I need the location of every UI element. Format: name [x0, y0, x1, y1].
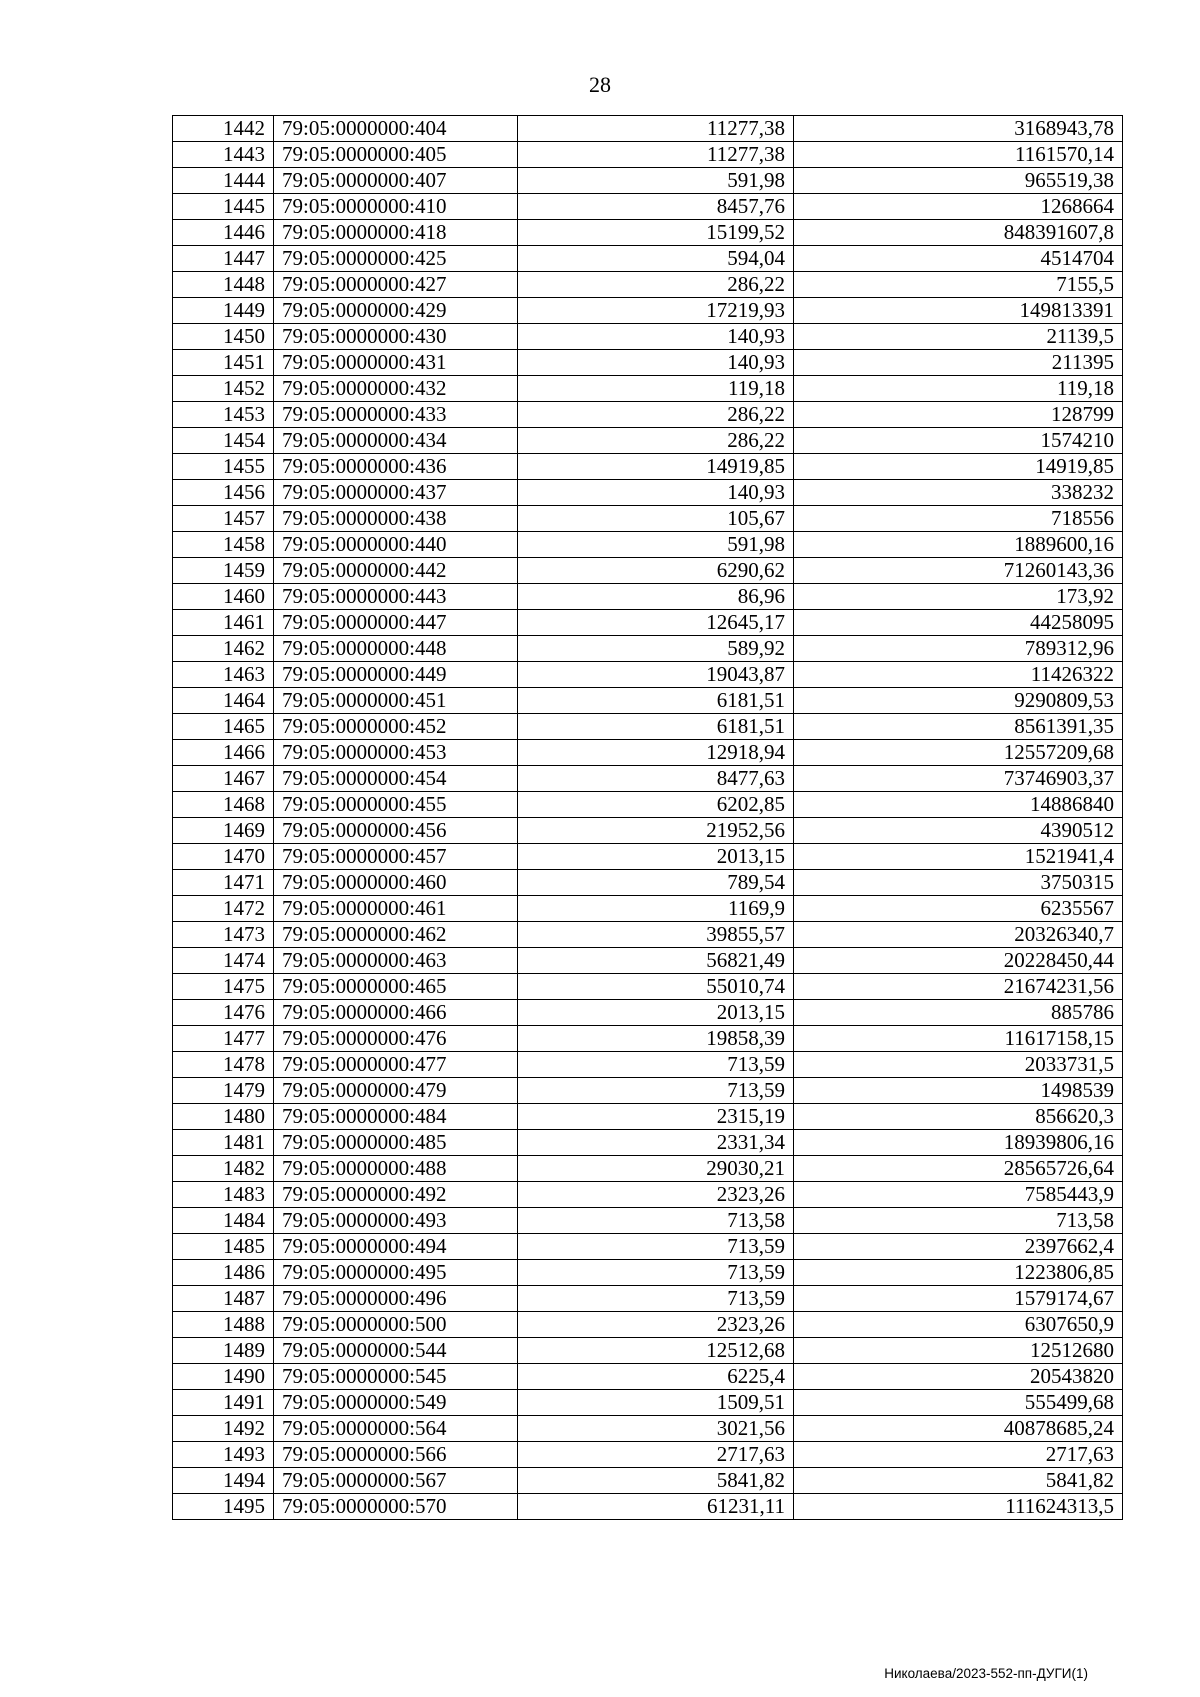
value-cell: 73746903,37: [794, 766, 1123, 792]
row-number-cell: 1457: [173, 506, 274, 532]
table-row: [173, 220, 1123, 246]
area-cell: 6290,62: [518, 558, 794, 584]
row-number-cell: 1471: [173, 870, 274, 896]
area-cell: 6225,4: [518, 1364, 794, 1390]
row-number-cell: 1477: [173, 1026, 274, 1052]
table-row: [173, 792, 1123, 818]
area-cell: 119,18: [518, 376, 794, 402]
row-number-cell: 1448: [173, 272, 274, 298]
table-row: [173, 194, 1123, 220]
value-cell: 4390512: [794, 818, 1123, 844]
area-cell: 21952,56: [518, 818, 794, 844]
area-cell: 1509,51: [518, 1390, 794, 1416]
value-cell: 7585443,9: [794, 1182, 1123, 1208]
area-cell: 11277,38: [518, 116, 794, 142]
value-cell: 6235567: [794, 896, 1123, 922]
area-cell: 56821,49: [518, 948, 794, 974]
cadastral-number-cell: 79:05:0000000:545: [274, 1364, 518, 1390]
value-cell: 14886840: [794, 792, 1123, 818]
cadastral-number-cell: 79:05:0000000:462: [274, 922, 518, 948]
value-cell: 1521941,4: [794, 844, 1123, 870]
value-cell: 8561391,35: [794, 714, 1123, 740]
table-row: [173, 844, 1123, 870]
cadastral-number-cell: 79:05:0000000:410: [274, 194, 518, 220]
cadastral-number-cell: 79:05:0000000:495: [274, 1260, 518, 1286]
value-cell: 71260143,36: [794, 558, 1123, 584]
row-number-cell: 1484: [173, 1208, 274, 1234]
row-number-cell: 1486: [173, 1260, 274, 1286]
table-row: [173, 1494, 1123, 1520]
area-cell: 2323,26: [518, 1182, 794, 1208]
area-cell: 61231,11: [518, 1494, 794, 1520]
cadastral-number-cell: 79:05:0000000:431: [274, 350, 518, 376]
area-cell: 789,54: [518, 870, 794, 896]
row-number-cell: 1473: [173, 922, 274, 948]
table-row: [173, 1286, 1123, 1312]
cadastral-number-cell: 79:05:0000000:461: [274, 896, 518, 922]
cadastral-number-cell: 79:05:0000000:430: [274, 324, 518, 350]
table-row: [173, 1052, 1123, 1078]
cadastral-number-cell: 79:05:0000000:477: [274, 1052, 518, 1078]
value-cell: 3750315: [794, 870, 1123, 896]
row-number-cell: 1474: [173, 948, 274, 974]
cadastral-number-cell: 79:05:0000000:453: [274, 740, 518, 766]
value-cell: 12557209,68: [794, 740, 1123, 766]
table-row: [173, 1078, 1123, 1104]
cadastral-number-cell: 79:05:0000000:448: [274, 636, 518, 662]
row-number-cell: 1482: [173, 1156, 274, 1182]
area-cell: 6181,51: [518, 688, 794, 714]
cadastral-number-cell: 79:05:0000000:427: [274, 272, 518, 298]
value-cell: 12512680: [794, 1338, 1123, 1364]
area-cell: 2013,15: [518, 844, 794, 870]
value-cell: 21139,5: [794, 324, 1123, 350]
cadastral-number-cell: 79:05:0000000:418: [274, 220, 518, 246]
table-row: [173, 558, 1123, 584]
table-row: [173, 1130, 1123, 1156]
value-cell: 20543820: [794, 1364, 1123, 1390]
row-number-cell: 1459: [173, 558, 274, 584]
table-row: [173, 324, 1123, 350]
area-cell: 713,58: [518, 1208, 794, 1234]
row-number-cell: 1469: [173, 818, 274, 844]
cadastral-number-cell: 79:05:0000000:564: [274, 1416, 518, 1442]
row-number-cell: 1487: [173, 1286, 274, 1312]
table-row: [173, 402, 1123, 428]
row-number-cell: 1458: [173, 532, 274, 558]
row-number-cell: 1446: [173, 220, 274, 246]
cadastral-number-cell: 79:05:0000000:457: [274, 844, 518, 870]
value-cell: 1161570,14: [794, 142, 1123, 168]
area-cell: 713,59: [518, 1260, 794, 1286]
row-number-cell: 1493: [173, 1442, 274, 1468]
row-number-cell: 1481: [173, 1130, 274, 1156]
table-row: [173, 168, 1123, 194]
table-row: [173, 376, 1123, 402]
table-row: [173, 116, 1123, 142]
area-cell: 6181,51: [518, 714, 794, 740]
cadastral-number-cell: 79:05:0000000:493: [274, 1208, 518, 1234]
row-number-cell: 1447: [173, 246, 274, 272]
table-row: [173, 870, 1123, 896]
value-cell: 2033731,5: [794, 1052, 1123, 1078]
value-cell: 2717,63: [794, 1442, 1123, 1468]
value-cell: 718556: [794, 506, 1123, 532]
value-cell: 555499,68: [794, 1390, 1123, 1416]
area-cell: 713,59: [518, 1234, 794, 1260]
row-number-cell: 1455: [173, 454, 274, 480]
area-cell: 140,93: [518, 350, 794, 376]
cadastral-number-cell: 79:05:0000000:442: [274, 558, 518, 584]
row-number-cell: 1451: [173, 350, 274, 376]
table-row: [173, 948, 1123, 974]
area-cell: 589,92: [518, 636, 794, 662]
row-number-cell: 1450: [173, 324, 274, 350]
value-cell: 1268664: [794, 194, 1123, 220]
row-number-cell: 1479: [173, 1078, 274, 1104]
cadastral-number-cell: 79:05:0000000:438: [274, 506, 518, 532]
row-number-cell: 1483: [173, 1182, 274, 1208]
value-cell: 20228450,44: [794, 948, 1123, 974]
row-number-cell: 1454: [173, 428, 274, 454]
area-cell: 713,59: [518, 1286, 794, 1312]
area-cell: 713,59: [518, 1052, 794, 1078]
area-cell: 5841,82: [518, 1468, 794, 1494]
value-cell: 2397662,4: [794, 1234, 1123, 1260]
value-cell: 856620,3: [794, 1104, 1123, 1130]
area-cell: 591,98: [518, 168, 794, 194]
table-row: [173, 1442, 1123, 1468]
row-number-cell: 1462: [173, 636, 274, 662]
table-row: [173, 896, 1123, 922]
value-cell: 789312,96: [794, 636, 1123, 662]
value-cell: 128799: [794, 402, 1123, 428]
cadastral-number-cell: 79:05:0000000:460: [274, 870, 518, 896]
value-cell: 111624313,5: [794, 1494, 1123, 1520]
table-row: [173, 454, 1123, 480]
value-cell: 119,18: [794, 376, 1123, 402]
value-cell: 28565726,64: [794, 1156, 1123, 1182]
row-number-cell: 1463: [173, 662, 274, 688]
cadastral-number-cell: 79:05:0000000:454: [274, 766, 518, 792]
cadastral-number-cell: 79:05:0000000:433: [274, 402, 518, 428]
cadastral-number-cell: 79:05:0000000:496: [274, 1286, 518, 1312]
table-row: [173, 142, 1123, 168]
value-cell: 848391607,8: [794, 220, 1123, 246]
value-cell: 11617158,15: [794, 1026, 1123, 1052]
area-cell: 29030,21: [518, 1156, 794, 1182]
cadastral-number-cell: 79:05:0000000:567: [274, 1468, 518, 1494]
table-row: [173, 818, 1123, 844]
cadastral-number-cell: 79:05:0000000:479: [274, 1078, 518, 1104]
area-cell: 12512,68: [518, 1338, 794, 1364]
cadastral-number-cell: 79:05:0000000:440: [274, 532, 518, 558]
cadastral-number-cell: 79:05:0000000:455: [274, 792, 518, 818]
value-cell: 18939806,16: [794, 1130, 1123, 1156]
table-row: [173, 350, 1123, 376]
table-row: [173, 1026, 1123, 1052]
row-number-cell: 1490: [173, 1364, 274, 1390]
area-cell: 15199,52: [518, 220, 794, 246]
value-cell: 21674231,56: [794, 974, 1123, 1000]
cadastral-number-cell: 79:05:0000000:570: [274, 1494, 518, 1520]
area-cell: 591,98: [518, 532, 794, 558]
row-number-cell: 1453: [173, 402, 274, 428]
value-cell: 20326340,7: [794, 922, 1123, 948]
row-number-cell: 1470: [173, 844, 274, 870]
table-row: [173, 1416, 1123, 1442]
value-cell: 4514704: [794, 246, 1123, 272]
row-number-cell: 1445: [173, 194, 274, 220]
cadastral-number-cell: 79:05:0000000:405: [274, 142, 518, 168]
value-cell: 14919,85: [794, 454, 1123, 480]
table-row: [173, 1182, 1123, 1208]
table-row: [173, 506, 1123, 532]
area-cell: 8457,76: [518, 194, 794, 220]
cadastral-number-cell: 79:05:0000000:488: [274, 1156, 518, 1182]
table-row: [173, 1156, 1123, 1182]
table-row: [173, 610, 1123, 636]
area-cell: 8477,63: [518, 766, 794, 792]
row-number-cell: 1443: [173, 142, 274, 168]
table-row: [173, 636, 1123, 662]
cadastral-number-cell: 79:05:0000000:407: [274, 168, 518, 194]
cadastral-table: [172, 115, 1123, 1520]
table-row: [173, 1104, 1123, 1130]
row-number-cell: 1476: [173, 1000, 274, 1026]
area-cell: 19858,39: [518, 1026, 794, 1052]
area-cell: 86,96: [518, 584, 794, 610]
table-row: [173, 974, 1123, 1000]
row-number-cell: 1460: [173, 584, 274, 610]
value-cell: 1889600,16: [794, 532, 1123, 558]
area-cell: 2013,15: [518, 1000, 794, 1026]
row-number-cell: 1491: [173, 1390, 274, 1416]
value-cell: 7155,5: [794, 272, 1123, 298]
value-cell: 885786: [794, 1000, 1123, 1026]
area-cell: 2717,63: [518, 1442, 794, 1468]
table-row: [173, 922, 1123, 948]
table-row: [173, 1468, 1123, 1494]
table-row: [173, 1312, 1123, 1338]
value-cell: 713,58: [794, 1208, 1123, 1234]
row-number-cell: 1475: [173, 974, 274, 1000]
area-cell: 19043,87: [518, 662, 794, 688]
table-row: [173, 714, 1123, 740]
table-row: [173, 1338, 1123, 1364]
value-cell: 9290809,53: [794, 688, 1123, 714]
cadastral-number-cell: 79:05:0000000:451: [274, 688, 518, 714]
cadastral-number-cell: 79:05:0000000:449: [274, 662, 518, 688]
area-cell: 17219,93: [518, 298, 794, 324]
value-cell: 44258095: [794, 610, 1123, 636]
cadastral-number-cell: 79:05:0000000:465: [274, 974, 518, 1000]
value-cell: 149813391: [794, 298, 1123, 324]
value-cell: 11426322: [794, 662, 1123, 688]
area-cell: 2323,26: [518, 1312, 794, 1338]
row-number-cell: 1472: [173, 896, 274, 922]
area-cell: 286,22: [518, 272, 794, 298]
row-number-cell: 1488: [173, 1312, 274, 1338]
table-body: [173, 116, 1123, 1520]
row-number-cell: 1442: [173, 116, 274, 142]
row-number-cell: 1444: [173, 168, 274, 194]
cadastral-number-cell: 79:05:0000000:436: [274, 454, 518, 480]
table-row: [173, 532, 1123, 558]
area-cell: 2315,19: [518, 1104, 794, 1130]
cadastral-number-cell: 79:05:0000000:485: [274, 1130, 518, 1156]
value-cell: 1498539: [794, 1078, 1123, 1104]
area-cell: 55010,74: [518, 974, 794, 1000]
area-cell: 105,67: [518, 506, 794, 532]
value-cell: 173,92: [794, 584, 1123, 610]
area-cell: 713,59: [518, 1078, 794, 1104]
area-cell: 3021,56: [518, 1416, 794, 1442]
row-number-cell: 1449: [173, 298, 274, 324]
table-row: [173, 766, 1123, 792]
cadastral-number-cell: 79:05:0000000:432: [274, 376, 518, 402]
area-cell: 286,22: [518, 428, 794, 454]
area-cell: 12918,94: [518, 740, 794, 766]
table-row: [173, 1364, 1123, 1390]
table-row: [173, 1208, 1123, 1234]
cadastral-number-cell: 79:05:0000000:456: [274, 818, 518, 844]
cadastral-number-cell: 79:05:0000000:476: [274, 1026, 518, 1052]
cadastral-number-cell: 79:05:0000000:429: [274, 298, 518, 324]
value-cell: 965519,38: [794, 168, 1123, 194]
value-cell: 40878685,24: [794, 1416, 1123, 1442]
row-number-cell: 1494: [173, 1468, 274, 1494]
cadastral-number-cell: 79:05:0000000:463: [274, 948, 518, 974]
area-cell: 6202,85: [518, 792, 794, 818]
table-row: [173, 480, 1123, 506]
table-row: [173, 740, 1123, 766]
cadastral-number-cell: 79:05:0000000:466: [274, 1000, 518, 1026]
table-row: [173, 298, 1123, 324]
value-cell: 1579174,67: [794, 1286, 1123, 1312]
value-cell: 1223806,85: [794, 1260, 1123, 1286]
area-cell: 140,93: [518, 480, 794, 506]
table-row: [173, 1234, 1123, 1260]
area-cell: 2331,34: [518, 1130, 794, 1156]
cadastral-number-cell: 79:05:0000000:447: [274, 610, 518, 636]
value-cell: 5841,82: [794, 1468, 1123, 1494]
area-cell: 140,93: [518, 324, 794, 350]
table-row: [173, 662, 1123, 688]
area-cell: 11277,38: [518, 142, 794, 168]
value-cell: 6307650,9: [794, 1312, 1123, 1338]
row-number-cell: 1466: [173, 740, 274, 766]
row-number-cell: 1478: [173, 1052, 274, 1078]
page-number: 28: [589, 72, 611, 97]
value-cell: 211395: [794, 350, 1123, 376]
row-number-cell: 1495: [173, 1494, 274, 1520]
table-row: [173, 1390, 1123, 1416]
table-row: [173, 584, 1123, 610]
cadastral-number-cell: 79:05:0000000:500: [274, 1312, 518, 1338]
table-row: [173, 246, 1123, 272]
value-cell: 3168943,78: [794, 116, 1123, 142]
cadastral-number-cell: 79:05:0000000:425: [274, 246, 518, 272]
cadastral-number-cell: 79:05:0000000:549: [274, 1390, 518, 1416]
cadastral-number-cell: 79:05:0000000:492: [274, 1182, 518, 1208]
area-cell: 12645,17: [518, 610, 794, 636]
table-row: [173, 688, 1123, 714]
cadastral-number-cell: 79:05:0000000:437: [274, 480, 518, 506]
row-number-cell: 1456: [173, 480, 274, 506]
area-cell: 14919,85: [518, 454, 794, 480]
cadastral-number-cell: 79:05:0000000:544: [274, 1338, 518, 1364]
value-cell: 1574210: [794, 428, 1123, 454]
area-cell: 39855,57: [518, 922, 794, 948]
row-number-cell: 1461: [173, 610, 274, 636]
area-cell: 594,04: [518, 246, 794, 272]
row-number-cell: 1467: [173, 766, 274, 792]
area-cell: 1169,9: [518, 896, 794, 922]
cadastral-number-cell: 79:05:0000000:404: [274, 116, 518, 142]
row-number-cell: 1492: [173, 1416, 274, 1442]
cadastral-number-cell: 79:05:0000000:484: [274, 1104, 518, 1130]
cadastral-number-cell: 79:05:0000000:566: [274, 1442, 518, 1468]
table-row: [173, 272, 1123, 298]
document-footer-id: Николаева/2023-552-пп-ДУГИ(1): [884, 1666, 1088, 1681]
row-number-cell: 1489: [173, 1338, 274, 1364]
value-cell: 338232: [794, 480, 1123, 506]
cadastral-number-cell: 79:05:0000000:434: [274, 428, 518, 454]
row-number-cell: 1465: [173, 714, 274, 740]
table-row: [173, 428, 1123, 454]
cadastral-number-cell: 79:05:0000000:443: [274, 584, 518, 610]
row-number-cell: 1464: [173, 688, 274, 714]
table-row: [173, 1000, 1123, 1026]
row-number-cell: 1468: [173, 792, 274, 818]
area-cell: 286,22: [518, 402, 794, 428]
row-number-cell: 1485: [173, 1234, 274, 1260]
table-row: [173, 1260, 1123, 1286]
cadastral-number-cell: 79:05:0000000:494: [274, 1234, 518, 1260]
row-number-cell: 1452: [173, 376, 274, 402]
row-number-cell: 1480: [173, 1104, 274, 1130]
cadastral-number-cell: 79:05:0000000:452: [274, 714, 518, 740]
